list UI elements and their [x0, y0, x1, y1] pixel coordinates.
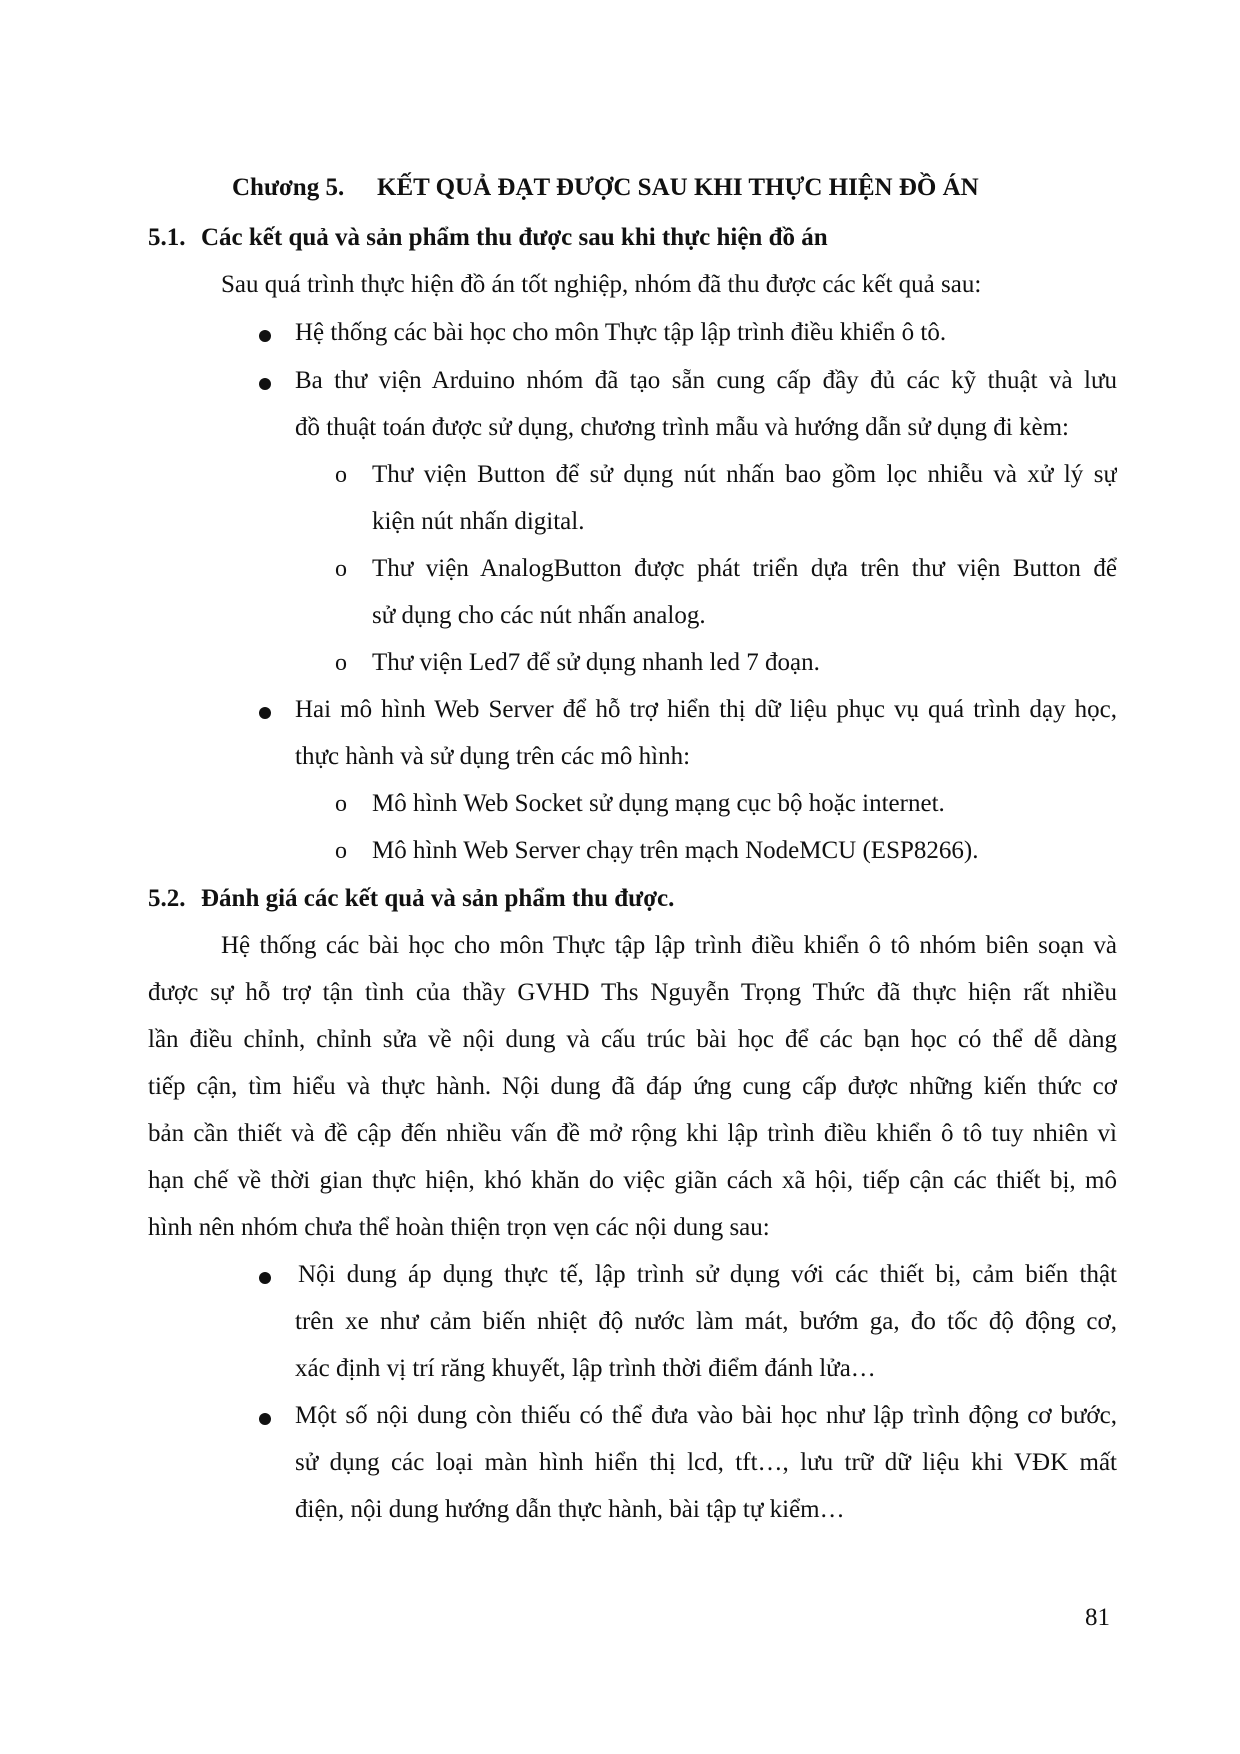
bullet-icon	[259, 1272, 271, 1284]
paragraph-line: lần điều chỉnh, chỉnh sửa về nội dung và cấu trúc bài học để các bạn học có thể dễ dàng	[148, 1026, 1117, 1053]
section-title: Các kết quả và sản phẩm thu được sau khi thực hiện đồ án	[201, 224, 828, 251]
sub-item-text: Thư viện Led7 để sử dụng nhanh led 7 đoạn.	[372, 649, 820, 676]
paragraph-line: tiếp cận, tìm hiểu và thực hành. Nội dung đã đáp ứng cung cấp được những kiến thức cơ	[148, 1073, 1117, 1100]
sub-item-text-cont: sử dụng cho các nút nhấn analog.	[372, 602, 706, 629]
chapter-number: Chương 5.	[232, 174, 345, 201]
chapter-title-text: KẾT QUẢ ĐẠT ĐƯỢC SAU KHI THỰC HIỆN ĐỒ ÁN	[377, 174, 979, 201]
bullet-icon	[259, 1413, 271, 1425]
paragraph-line: hạn chế về thời gian thực hiện, khó khăn do việc giãn cách xã hội, tiếp cận các thiết bị, mô	[148, 1167, 1117, 1194]
paragraph-line: hình nên nhóm chưa thể hoàn thiện trọn vẹn các nội dung sau:	[148, 1214, 770, 1241]
sub-item-text: Thư viện AnalogButton được phát triển dựa trên thư viện Button để	[372, 555, 1117, 582]
sub-item-text-cont: kiện nút nhấn digital.	[372, 508, 585, 535]
sub-item-text: Mô hình Web Socket sử dụng mạng cục bộ hoặc internet.	[372, 790, 945, 817]
paragraph-intro: Sau quá trình thực hiện đồ án tốt nghiệp, nhóm đã thu được các kết quả sau:	[221, 271, 982, 298]
bullet-item-text: Nội dung áp dụng thực tế, lập trình sử dụng với các thiết bị, cảm biến thật	[298, 1261, 1117, 1288]
bullet-item-text-cont: trên xe như cảm biến nhiệt độ nước làm mát, bướm ga, đo tốc độ động cơ,	[295, 1308, 1117, 1335]
bullet-item-text-cont: xác định vị trí răng khuyết, lập trình thời điểm đánh lửa…	[295, 1355, 876, 1382]
chapter-title	[232, 173, 1112, 203]
paragraph-line: được sự hỗ trợ tận tình của thầy GVHD Ths Nguyễn Trọng Thức đã thực hiện rất nhiều	[148, 979, 1117, 1006]
sub-bullet-icon: o	[335, 838, 347, 864]
bullet-item-text: Một số nội dung còn thiếu có thể đưa vào bài học như lập trình động cơ bước,	[295, 1402, 1117, 1429]
sub-item-text: Mô hình Web Server chạy trên mạch NodeMCU (ESP8266).	[372, 837, 979, 864]
sub-bullet-icon: o	[335, 462, 347, 488]
bullet-icon	[259, 330, 271, 342]
bullet-icon	[259, 378, 271, 390]
sub-bullet-icon: o	[335, 650, 347, 676]
section-title: Đánh giá các kết quả và sản phẩm thu được.	[201, 885, 675, 912]
bullet-item-text-cont: sử dụng các loại màn hình hiển thị lcd, tft…, lưu trữ dữ liệu khi VĐK mất	[295, 1449, 1117, 1476]
paragraph-line: Hệ thống các bài học cho môn Thực tập lập trình điều khiển ô tô nhóm biên soạn và	[221, 932, 1117, 959]
section-heading-5-2	[148, 884, 674, 914]
bullet-item-text: Hai mô hình Web Server để hỗ trợ hiển thị dữ liệu phục vụ quá trình dạy học,	[295, 696, 1117, 723]
bullet-icon	[259, 707, 271, 719]
section-number: 5.2.	[148, 885, 186, 912]
bullet-item-text: Ba thư viện Arduino nhóm đã tạo sẵn cung cấp đầy đủ các kỹ thuật và lưu	[295, 367, 1117, 394]
sub-bullet-icon: o	[335, 791, 347, 817]
section-number: 5.1.	[148, 224, 186, 251]
sub-item-text: Thư viện Button để sử dụng nút nhấn bao gồm lọc nhiễu và xử lý sự	[372, 461, 1117, 488]
bullet-item-text-cont: thực hành và sử dụng trên các mô hình:	[295, 743, 691, 770]
bullet-item-text-cont: đồ thuật toán được sử dụng, chương trình mẫu và hướng dẫn sử dụng đi kèm:	[295, 414, 1069, 441]
bullet-item-text-cont: điện, nội dung hướng dẫn thực hành, bài tập tự kiểm…	[295, 1496, 845, 1523]
sub-bullet-icon: o	[335, 556, 347, 582]
section-heading-5-1	[148, 223, 828, 253]
bullet-item-text: Hệ thống các bài học cho môn Thực tập lập trình điều khiển ô tô.	[295, 319, 947, 346]
page-number: 81	[1085, 1604, 1110, 1631]
paragraph-line: bản cần thiết và đề cập đến nhiều vấn đề mở rộng khi lập trình điều khiển ô tô tuy nhiên vì	[148, 1120, 1117, 1147]
